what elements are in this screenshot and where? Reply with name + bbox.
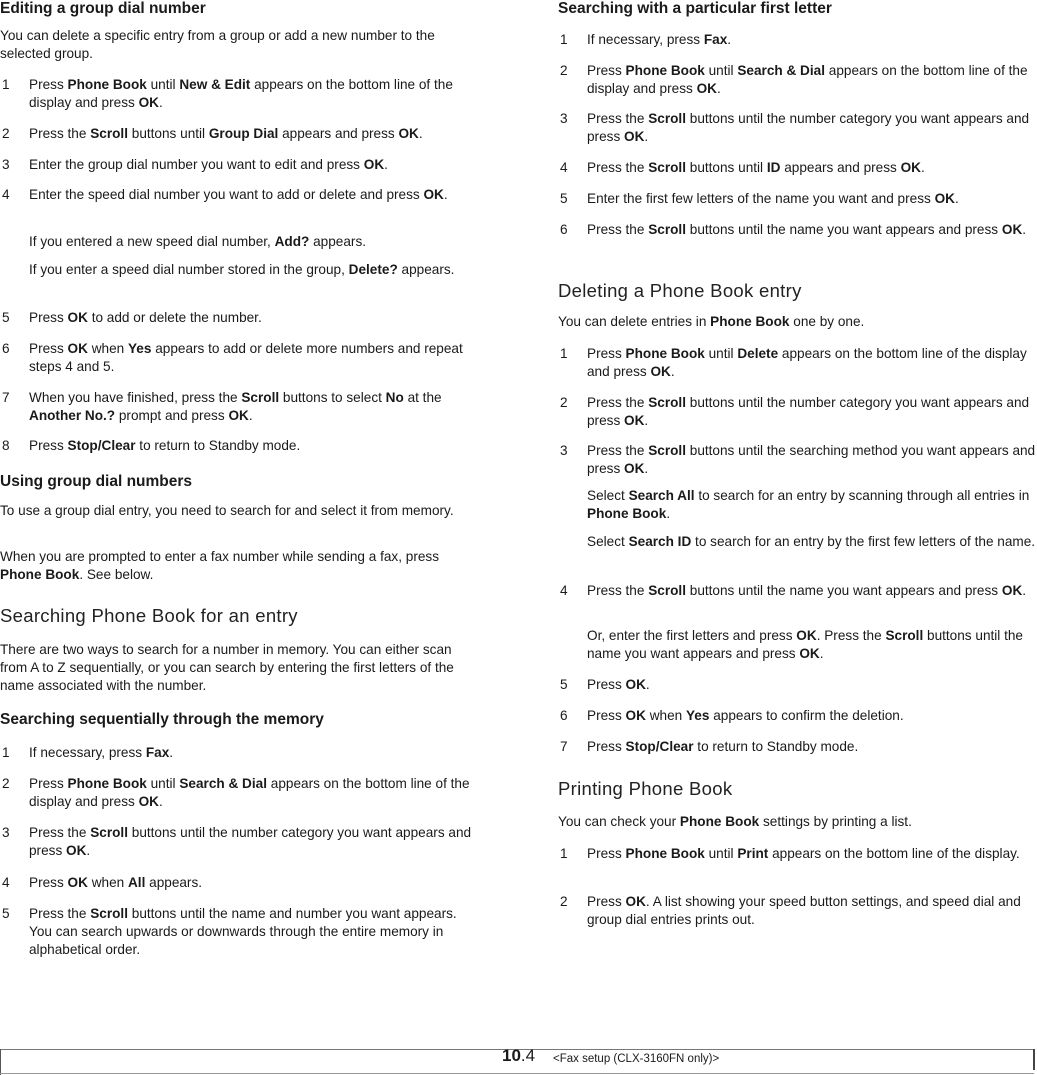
editing-step-6: [0, 340, 478, 376]
step-number: 6: [560, 708, 568, 723]
step-number: 8: [2, 438, 10, 453]
step-number: 1: [560, 846, 568, 861]
firstletter-step-6: [558, 221, 1036, 239]
step-text: Press OK. A list showing your speed button settings, and speed dial and group dial entries prints out.: [587, 894, 1021, 927]
step-number: 4: [560, 160, 568, 175]
deleting-step-1: [558, 345, 1036, 381]
page-number-minor: .4: [520, 1046, 536, 1065]
deleting-step-3-note-search-all: [558, 487, 1036, 523]
step-text: If you entered a new speed dial number, Add? appears.: [29, 234, 367, 249]
heading-searching-phone-book: Searching Phone Book for an entry: [0, 605, 298, 626]
step-number: 7: [560, 739, 568, 754]
page-footer: [0, 1046, 1037, 1075]
step-number: 4: [560, 583, 568, 598]
step-text: Enter the group dial number you want to edit and press OK.: [29, 157, 388, 172]
using-paragraph-1: To use a group dial entry, you need to search for and select it from memory.: [0, 503, 454, 518]
step-text: Press Phone Book until New & Edit appears on the bottom line of the display and press OK.: [29, 77, 453, 110]
editing-step-8: [0, 437, 478, 455]
step-number: 1: [560, 346, 568, 361]
footer-title: <Fax setup (CLX-3160FN only)>: [553, 1053, 720, 1065]
step-number: 2: [560, 395, 568, 410]
deleting-step-5: [558, 676, 1036, 694]
step-text: Or, enter the first letters and press OK. Press the Scroll buttons until the name you want appears and press OK.: [587, 628, 1023, 661]
heading-deleting-entry: Deleting a Phone Book entry: [558, 280, 802, 301]
step-text: Press the Scroll buttons until the name you want appears and press OK.: [587, 583, 1027, 598]
firstletter-step-2: [558, 62, 1036, 98]
step-text: If necessary, press Fax.: [29, 745, 174, 760]
heading-first-letter: Searching with a particular first letter: [558, 0, 832, 17]
step-text: Press the Scroll buttons until the name and number you want appears. You can search upwards or downwards through the entire memory in alphabetical order.: [29, 906, 457, 957]
step-number: 2: [560, 63, 568, 78]
editing-step-4-note-delete: [0, 261, 478, 279]
step-number: 2: [2, 776, 10, 791]
deleting-step-6: [558, 707, 1036, 725]
sequential-step-1: [0, 744, 478, 762]
step-text: Press the Scroll buttons until the number category you want appears and press OK.: [29, 825, 472, 858]
editing-intro: You can delete a specific entry from a group or add a new number to the selected group.: [0, 28, 435, 61]
step-text: Press OK.: [587, 677, 650, 692]
editing-step-7: [0, 389, 478, 425]
step-text: Press the Scroll buttons until the number category you want appears and press OK.: [587, 111, 1030, 144]
deleting-step-4-note: [558, 627, 1036, 663]
footer-bottom-rule: [0, 1073, 1034, 1074]
step-number: 3: [560, 111, 568, 126]
step-text: Press Phone Book until Print appears on the bottom line of the display.: [587, 846, 1020, 861]
step-text: Press the Scroll buttons until the searching method you want appears and press OK.: [587, 443, 1036, 476]
sequential-step-2: [0, 775, 478, 811]
deleting-intro: You can delete entries in Phone Book one by one.: [558, 314, 865, 329]
step-text: Press Stop/Clear to return to Standby mode.: [587, 739, 859, 754]
deleting-step-4: [558, 582, 1036, 600]
firstletter-step-5: [558, 190, 1036, 208]
heading-printing-phone-book: Printing Phone Book: [558, 778, 733, 799]
editing-step-2: [0, 125, 478, 143]
step-number: 1: [2, 77, 10, 92]
step-number: 1: [2, 745, 10, 760]
step-text: Enter the first few letters of the name you want and press OK.: [587, 191, 959, 206]
editing-step-1: [0, 76, 478, 112]
page-number-major: 10: [502, 1046, 521, 1065]
firstletter-step-4: [558, 159, 1036, 177]
printing-step-2: [558, 893, 1036, 929]
step-text: If necessary, press Fax.: [587, 32, 732, 47]
step-text: Press OK when Yes appears to add or delete more numbers and repeat steps 4 and 5.: [29, 341, 463, 374]
step-text: Press Stop/Clear to return to Standby mode.: [29, 438, 301, 453]
page-number: [502, 1046, 535, 1066]
searching-intro: There are two ways to search for a number in memory. You can either scan from A to Z sequentially, or you can search by entering the first letters of the name associated with the number.: [0, 642, 454, 693]
step-text: Press the Scroll buttons until ID appears and press OK.: [587, 160, 925, 175]
step-text: Press OK when All appears.: [29, 875, 203, 890]
step-text: Press Phone Book until Delete appears on the bottom line of the display and press OK.: [587, 346, 1027, 379]
step-number: 4: [2, 187, 10, 202]
step-number: 2: [2, 126, 10, 141]
step-number: 5: [560, 677, 568, 692]
step-number: 5: [2, 310, 10, 325]
printing-step-1: [558, 845, 1036, 863]
heading-searching-sequentially: Searching sequentially through the memory: [0, 711, 324, 728]
step-number: 3: [560, 443, 568, 458]
step-number: 3: [2, 825, 10, 840]
deleting-step-3: [558, 442, 1036, 478]
step-text: If you enter a speed dial number stored in the group, Delete? appears.: [29, 262, 455, 277]
step-number: 2: [560, 894, 568, 909]
using-paragraph-2: When you are prompted to enter a fax number while sending a fax, press Phone Book. See below.: [0, 549, 440, 582]
sequential-step-4: [0, 874, 478, 892]
step-number: 7: [2, 390, 10, 405]
sequential-step-3: [0, 824, 478, 860]
heading-using-group-dial: Using group dial numbers: [0, 473, 193, 490]
printing-intro: You can check your Phone Book settings by printing a list.: [558, 814, 912, 829]
step-number: 4: [2, 875, 10, 890]
editing-step-4-note-add: [0, 233, 478, 251]
editing-step-3: [0, 156, 478, 174]
deleting-step-2: [558, 394, 1036, 430]
deleting-step-3-note-search-id: [558, 533, 1036, 551]
step-number: 5: [2, 906, 10, 921]
step-text: Enter the speed dial number you want to add or delete and press OK.: [29, 187, 448, 202]
sequential-step-5: [0, 905, 478, 959]
step-text: Press the Scroll buttons until the name you want appears and press OK.: [587, 222, 1027, 237]
editing-step-4: [0, 186, 478, 204]
deleting-step-7: [558, 738, 1036, 756]
step-text: Press Phone Book until Search & Dial appears on the bottom line of the display and press OK.: [29, 776, 470, 809]
step-text: When you have finished, press the Scroll buttons to select No at the Another No.? prompt and press OK.: [29, 390, 442, 423]
step-text: Select Search All to search for an entry by scanning through all entries in Phone Book.: [587, 488, 1030, 521]
editing-step-5: [0, 309, 478, 327]
step-text: Press the Scroll buttons until the number category you want appears and press OK.: [587, 395, 1030, 428]
footer-right-rule: [1033, 1049, 1035, 1070]
step-text: Press OK to add or delete the number.: [29, 310, 262, 325]
step-number: 1: [560, 32, 568, 47]
firstletter-step-1: [558, 31, 1036, 49]
heading-editing-group-dial: Editing a group dial number: [0, 0, 206, 17]
step-number: 3: [2, 157, 10, 172]
footer-left-rule: [0, 1049, 1, 1075]
step-text: Select Search ID to search for an entry by the first few letters of the name.: [587, 534, 1036, 549]
step-text: Press the Scroll buttons until Group Dial appears and press OK.: [29, 126, 423, 141]
step-text: Press OK when Yes appears to confirm the deletion.: [587, 708, 904, 723]
step-number: 6: [560, 222, 568, 237]
step-number: 5: [560, 191, 568, 206]
step-text: Press Phone Book until Search & Dial appears on the bottom line of the display and press OK.: [587, 63, 1028, 96]
step-number: 6: [2, 341, 10, 356]
firstletter-step-3: [558, 110, 1036, 146]
